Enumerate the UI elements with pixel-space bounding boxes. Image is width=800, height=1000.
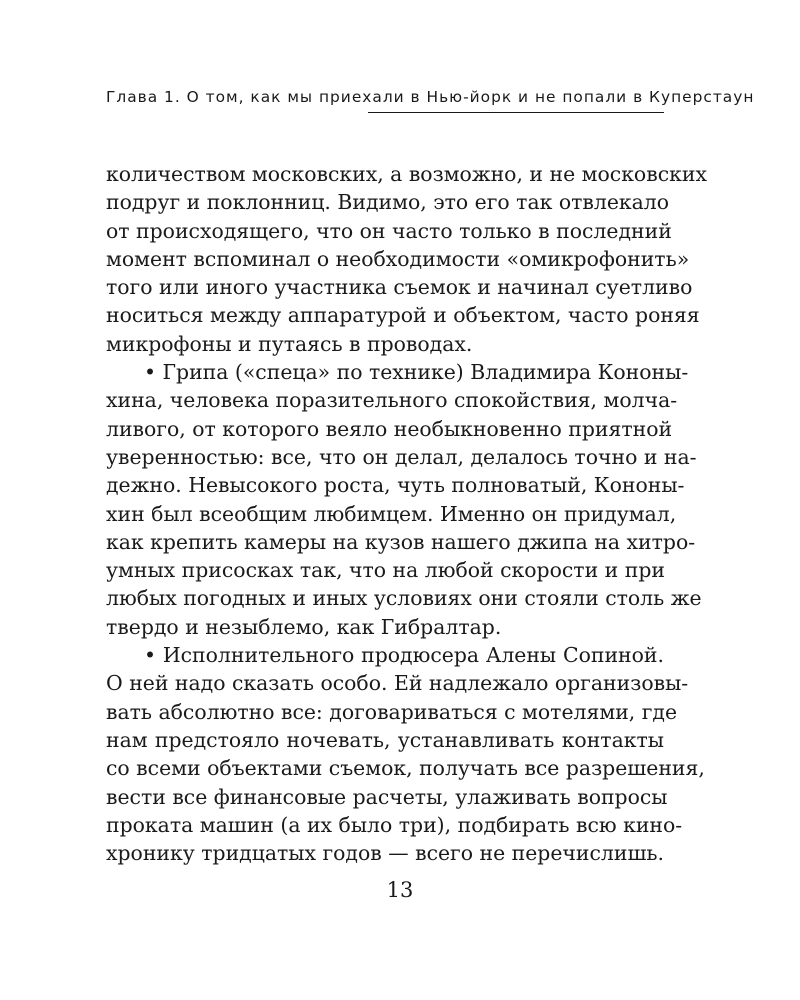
text-line: хин был всеобщим любимцем. Именно он придумал,	[106, 501, 677, 526]
text-line: хронику тридцатых годов — всего не перечислишь.	[106, 841, 664, 866]
text-line: умных присосках так, что на любой скорости и при	[106, 558, 665, 583]
text-line: со всеми объектами съемок, получать все разрешения,	[106, 756, 705, 781]
running-head-rule	[368, 112, 664, 113]
text-line: уверенностью: все, что он делал, делалось точно и на-	[106, 444, 697, 469]
running-head	[106, 86, 755, 108]
text-line: момент вспоминал о необходимости «омикрофонить»	[106, 246, 690, 271]
text-line: ливого, от которого веяло необыкновенно приятной	[106, 416, 673, 441]
text-line: носиться между аппаратурой и объектом, часто роняя	[106, 303, 700, 328]
text-line: проката машин (а их было три), подбирать всю кино-	[106, 812, 683, 837]
bullet-line: • Исполнительного продюсера Алены Сопиной.	[144, 643, 664, 668]
text-line: вать абсолютно все: договариваться с мотелями, где	[106, 699, 678, 724]
text-line: того или иного участника съемок и начинал суетливо	[106, 275, 693, 300]
text-line: подруг и поклонниц. Видимо, это его так отвлекало	[106, 190, 670, 215]
text-line: дежно. Невысокого роста, чуть полноватый, Кононы-	[106, 473, 685, 498]
text-line: от происходящего, что он часто только в последний	[106, 218, 672, 243]
text-line: микрофоны и путаясь в проводах.	[106, 331, 473, 356]
bullet-line: • Грипа («спеца» по технике) Владимира Кононы-	[144, 360, 689, 385]
text-line: О ней надо сказать особо. Ей надлежало организовы-	[106, 671, 689, 696]
text-line: нам предстояло ночевать, устанавливать контакты	[106, 727, 664, 752]
text-line: как крепить камеры на кузов нашего джипа на хитро-	[106, 529, 696, 554]
body-text	[106, 160, 707, 867]
page-number: 13	[386, 878, 414, 902]
text-line: вести все финансовые расчеты, улаживать вопросы	[106, 784, 668, 809]
text-line: твердо и незыблемо, как Гибралтар.	[106, 614, 502, 639]
running-head-text: Глава 1. О том, как мы приехали в Нью-йорк и не попали в Куперстаун	[106, 88, 755, 106]
text-line: количеством московских, а возможно, и не московских	[106, 162, 707, 186]
text-line: любых погодных и иных условиях они стояли столь же	[106, 586, 702, 611]
text-line: хина, человека поразительного спокойствия, молча-	[106, 388, 678, 413]
